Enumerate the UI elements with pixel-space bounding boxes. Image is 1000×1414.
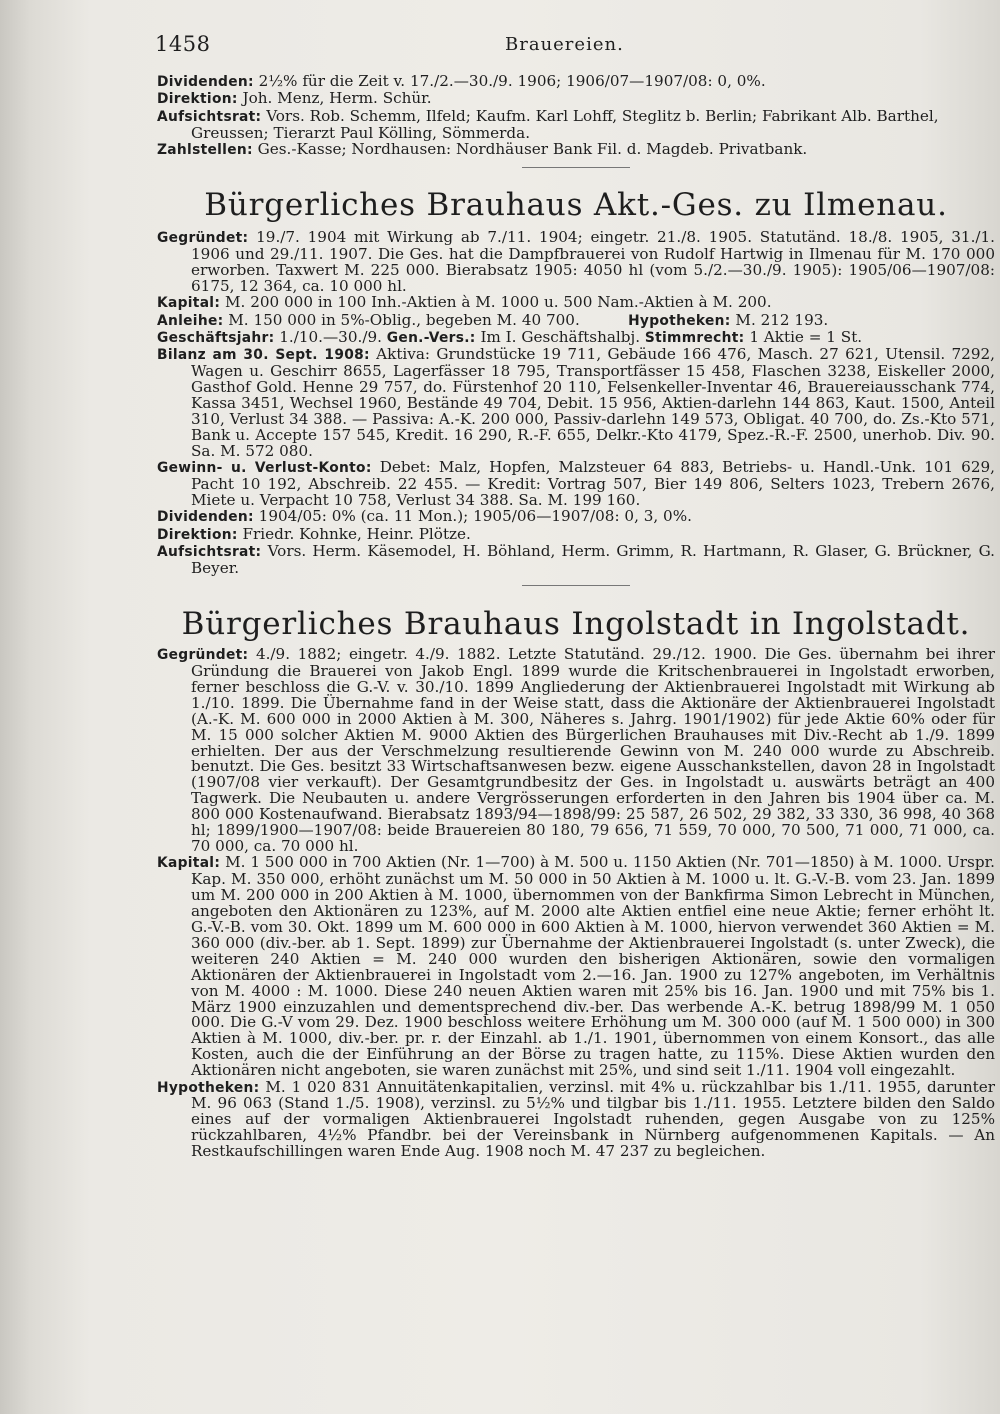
label: Direktion: [157, 91, 238, 108]
label: Geschäftsjahr: [157, 329, 275, 346]
value: 1 Aktie = 1 St. [749, 327, 863, 346]
label: Hypotheken: [628, 312, 731, 329]
value: Aktiva: Grundstücke 19 711, Gebäude 166 476, Masch. 27 621, Utensil. 7292, Wagen u. Geschirr 8655, Lagerfässer 18 795, Transportfässer 15 458, Flaschen 3238, Eiskeller 2000, Gasthof Gold. Henne 29 757, do. Fürstenhof 20 110, Felsenkeller-Inventar 46, Brauereiausschank 774, Kassa 3451, Wechsel 1960, Bestände 49 704, Debit. 15 956, Aktien-darlehn 144 863, Kaut. 1500, Anteil 310, Verlust 34 388. — Passiva: A.-K. 200 000, Passiv-darlehn 149 573, Obligat. 40 700, do. Zs.-Kto 571, Bank u. Accepte 157 545, Kredit. 16 290, R.-F. 655, Delkr.-Kto 4179, Spez.-R.-F. 2500, unerhob. Div. 90. Sa. M. 572 080. [191, 345, 995, 460]
para-gegruendet-ingolstadt [157, 647, 995, 855]
value: M. 1 500 000 in 700 Aktien (Nr. 1—700) à M. 500 u. 1150 Aktien (Nr. 701—1850) à M. 1000. Urspr. Kap. M. 350 000, erhöht zunächst um M. 50 000 in 50 Aktien à M. 1000 u. lt. G.-V.-B. vom 23. Jan. 1899 um M. 200 000 in 200 Aktien à M. 1000, übernommen von der Bankfirma Simon Lebrecht in München, angeboten den Aktionären zu 123%, auf M. 2000 alte Aktien entfiel eine neue Aktie; ferner erhöht lt. G.-V.-B. vom 30. Okt. 1899 um M. 600 000 in 600 Aktien à M. 1000, hiervon verwendet 360 Aktien = M. 360 000 (div.-ber. ab 1. Sept. 1899) zur Übernahme der Aktienbrauerei Ingolstadt (s. unter Zweck), die weiteren 240 Aktien = M. 240 000 wurden den bisherigen Aktionären, sowie den vormaligen Aktionären der Aktienbrauerei in Ingolstadt vom 2.—16. Jan. 1900 zu 127% angeboten, im Verhältnis von M. 4000 : M. 1000. Diese 240 neuen Aktien waren mit 25% bis 16. Jan. 1900 und mit 75% bis 1. März 1900 einzuzahlen und dementsprechend div.-ber. Das werbende A.-K. betrug 1898/99 M. 1 050 000. Die G.-V vom 29. Dez. 1900 beschloss weitere Erhöhung um M. 300 000 (auf M. 1 500 000) in 300 Aktien à M. 1000, div.-ber. pr. r. der Einzahl. ab 1./1. 1901, übernommen von einem Konsort., das alle Kosten, auch die der Einführung an der Börse zu tragen hatte, zu 115%. Diese Aktien wurden den Aktionären nicht angeboten, sie waren zunächst mit 25%, und sind seit 1./11. 1904 voll eingezahlt. [191, 853, 995, 1080]
prev-zahlstellen [157, 142, 995, 159]
label: Gegründet: [157, 647, 249, 664]
running-head: Brauereien. [505, 34, 624, 55]
para-direktion [157, 524, 995, 544]
para-bilanz [157, 347, 995, 459]
value: Im I. Geschäftshalbj. [480, 327, 641, 346]
section-title-ingolstadt: Bürgerliches Brauhaus Ingolstadt in Ingolstadt. [181, 606, 971, 643]
para-gewinn-verlust [157, 460, 995, 509]
divider [522, 167, 630, 168]
label: Dividenden: [157, 74, 254, 90]
label: Kapital: [157, 855, 221, 872]
para-gegruendet [157, 230, 995, 295]
para-kapital [157, 295, 995, 312]
label: Aufsichtsrat: [157, 108, 262, 125]
label: Direktion: [157, 526, 238, 543]
label: Gewinn- u. Verlust-Konto: [157, 460, 372, 477]
label: Gen.-Vers.: [386, 329, 476, 346]
value: Debet: Malz, Hopfen, Malzsteuer 64 883, Betriebs- u. Handl.-Unk. 101 629, Pacht 10 192, Abschreib. 22 455. — Kredit: Vortrag 507, Bier 149 806, Selters 1023, Trebern 2676, Miete u. Verpacht 10 758, Verlust 34 388. Sa. M. 199 160. [191, 458, 995, 510]
section-title-ilmenau: Bürgerliches Brauhaus Akt.-Ges. zu Ilmenau. [204, 187, 948, 224]
label: Bilanz am 30. Sept. 1908: [157, 347, 370, 364]
value: M. 150 000 in 5%-Oblig., begeben M. 40 700. [228, 310, 580, 329]
label: Dividenden: [157, 509, 254, 526]
value: 1./10.—30./9. [279, 327, 382, 346]
para-aufsichtsrat [157, 544, 995, 577]
label: Zahlstellen: [157, 142, 253, 159]
page-header [155, 32, 990, 60]
value: 4./9. 1882; eingetr. 4./9. 1882. Letzte Statutänd. 29./12. 1900. Die Ges. übernahm bei ihrer Gründung die Brauerei von Jakob Engl. 1899 wurde die Kritschenbrauerei in Ingolstadt erworben, ferner beschloss die G.-V. v. 30./10. 1899 Angliederung der Aktienbrauerei Ingolstadt mit Wirkung ab 1./10. 1899. Die Übernahme fand in der Weise statt, dass die Aktionäre der Aktienbrauerei Ingolstadt (A.-K. M. 600 000 in 2000 Aktien à M. 300, Näheres s. Jahrg. 1901/1902) für jede Aktie 60% oder für M. 15 000 solcher Aktien M. 9000 Aktien des Bürgerlichen Brauhauses mit Div.-Recht ab 1./9. 1899 erhielten. Der aus der Verschmelzung resultierende Gewinn von M. 240 000 wurde zu Abschreib. benutzt. Die Ges. besitzt 33 Wirtschaftsanwesen bezw. eigene Ausschankstellen, davon 28 in Ingolstadt (1907/08 vier verkauft). Der Gesamtgrundbesitz der Ges. in Ingolstadt u. auswärts beträgt an 400 Tagwerk. Die Neubauten u. andere Vergrösserungen erforderten in den Jahren bis 1904 über ca. M. 800 000 Kostenaufwand. Bierabsatz 1893/94—1898/99: 25 587, 26 502, 29 382, 33 330, 36 998, 40 368 hl; 1899/1900—1907/08: beide Brauereien 80 180, 79 656, 71 559, 70 000, 70 500, 71 000, 71 000, ca. 70 000, ca. 70 000 hl. [191, 645, 996, 855]
value: 19./7. 1904 mit Wirkung ab 7./11. 1904; eingetr. 21./8. 1905. Statutänd. 18./8. 1905, 31./1. 1906 und 29./11. 1907. Die Ges. hat die Dampfbrauerei von Rudolf Hartwig in Ilmenau für M. 170 000 erworben. Taxwert M. 225 000. Bierabsatz 1905: 4050 hl (vom 5./2.—30./9. 1905): 1905/06—1907/08: 6175, 12 364, ca. 10 000 hl. [191, 228, 996, 295]
divider [522, 585, 630, 586]
value: M. 200 000 in 100 Inh.-Aktien à M. 1000 u. 500 Nam.-Aktien à M. 200. [225, 293, 772, 312]
value: Ges.-Kasse; Nordhausen: Nordhäuser Bank Fil. d. Magdeb. Privatbank. [257, 140, 808, 159]
prev-direktion [157, 91, 995, 108]
label: Hypotheken: [157, 1079, 260, 1096]
value: 2½% für die Zeit v. 17./2.—30./9. 1906; 1906/07—1907/08: 0, 0%. [258, 72, 766, 90]
value: Joh. Menz, Herm. Schür. [242, 89, 432, 108]
prev-entry [157, 74, 995, 1160]
para-geschaeftsjahr [157, 327, 995, 347]
value: M. 212 193. [735, 310, 829, 329]
para-kapital-ingolstadt [157, 855, 995, 1079]
prev-aufsichtsrat [157, 106, 995, 142]
para-anleihe [157, 310, 995, 330]
value: 1904/05: 0% (ca. 11 Mon.); 1905/06—1907/08: 0, 3, 0%. [258, 507, 692, 526]
prev-dividenden [157, 74, 995, 91]
value: Vors. Herm. Käsemodel, H. Böhland, Herm. Grimm, R. Hartmann, R. Glaser, G. Brückner, G. Beyer. [191, 542, 996, 578]
page-number: 1458 [155, 32, 211, 56]
para-dividenden [157, 509, 995, 526]
para-hypotheken-ingolstadt [157, 1077, 996, 1161]
label: Kapital: [157, 295, 221, 312]
value: M. 1 020 831 Annuitätenkapitalien, verzinsl. mit 4% u. rückzahlbar bis 1./11. 1955, darunter M. 96 063 (Stand 1./5. 1908), verzinsl. zu 5½% und tilgbar bis 1./11. 1955. Letztere bilden den Saldo eines auf der vormaligen Aktienbrauerei Ingolstadt ruhenden, gegen Ausgabe von zu 125% rückzahlbaren, 4½% Pfandbr. bei der Vereinsbank in Nürnberg aufgenommenen Kapitals. — An Restkaufschillingen waren Ende Aug. 1908 noch M. 47 237 zu begleichen. [191, 1077, 996, 1161]
label: Anleihe: [157, 312, 224, 329]
label: Stimmrecht: [644, 329, 745, 346]
value: Vors. Rob. Schemm, Ilfeld; Kaufm. Karl Lohff, Steglitz b. Berlin; Fabrikant Alb. Barthel, Greussen; Tierarzt Paul Kölling, Sömmerda. [191, 106, 939, 142]
label: Gegründet: [157, 230, 249, 247]
label: Aufsichtsrat: [157, 544, 262, 561]
value: Friedr. Kohnke, Heinr. Plötze. [242, 524, 471, 543]
